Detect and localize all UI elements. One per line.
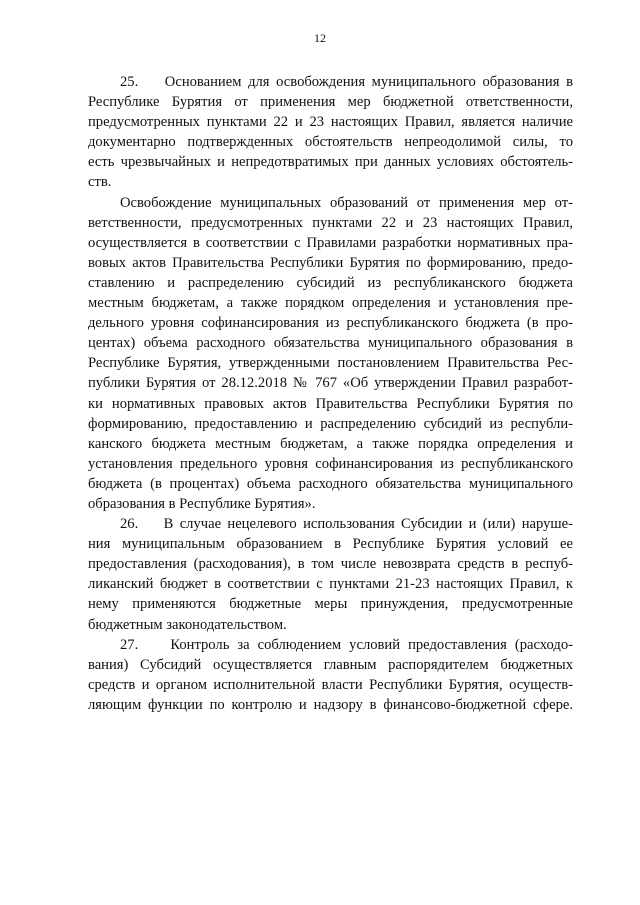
page-number: 12: [314, 31, 326, 45]
paragraph-26: [88, 514, 573, 635]
text-line: местным бюджетам, а также порядком определения и установления пре-: [88, 295, 573, 312]
text-line: 26. В случае нецелевого использования Субсидии и (или) наруше-: [120, 516, 573, 533]
text-line: осуществляется в соответствии с Правилами разработки нормативных пра-: [88, 234, 573, 251]
text-line: предоставления (расходования), в том числе невозврата средств в респуб-: [88, 556, 573, 573]
text-line: Освобождение муниципальных образований от применения мер от-: [120, 194, 573, 211]
text-line: образования в Республике Бурятия».: [88, 495, 316, 512]
text-line: 25. Основанием для освобождения муниципального образования в: [120, 74, 573, 90]
text-line: установления предельного уровня софинансирования из республиканского: [88, 455, 573, 472]
text-line: бюджета (в процентах) объема расходного обязательства муниципального: [88, 475, 573, 492]
text-line: вовых актов Правительства Республики Бурятия по формированию, предо-: [88, 254, 573, 271]
text-line: ния муниципальным образованием в Республике Бурятия условий ее: [88, 536, 573, 553]
text-line: формированию, предоставлению и распределению субсидий из республи-: [88, 415, 573, 432]
text-line: ликанский бюджет в соответствии с пунктами 21-23 настоящих Правил, к: [88, 576, 573, 593]
text-line: ставлению и распределению субсидий из республиканского бюджета: [88, 274, 573, 291]
text-line: ветственности, предусмотренных пунктами 22 и 23 настоящих Правил,: [88, 214, 573, 231]
paragraph-25: [88, 72, 573, 193]
text-line: канского бюджета местным бюджетам, а также порядка определения и: [88, 435, 573, 452]
text-line: центах) объема расходного обязательства муниципального образования в: [88, 335, 573, 352]
text-line: 27. Контроль за соблюдением условий предоставления (расходо-: [120, 636, 573, 653]
text-line: предусмотренных пунктами 22 и 23 настоящих Правил, является наличие: [88, 114, 573, 131]
text-line: документарно подтвержденных обстоятельств непреодолимой силы, то: [88, 134, 573, 151]
text-line: публики Бурятия от 28.12.2018 № 767 «Об утверждении Правил разработ-: [88, 375, 573, 392]
text-line: вания) Субсидий осуществляется главным распорядителем бюджетных: [88, 656, 573, 673]
text-line: средств и органом исполнительной власти Республики Бурятия, осуществ-: [88, 676, 573, 693]
text-line: ки нормативных правовых актов Правительства Республики Бурятия по: [88, 395, 573, 412]
text-line: нему применяются бюджетные меры принуждения, предусмотренные: [88, 596, 573, 613]
text-line: Республике Бурятия, утвержденными постановлением Правительства Рес-: [88, 355, 573, 372]
text-line: ляющим функции по контролю и надзору в финансово-бюджетной сфере.: [88, 696, 573, 713]
document-body: [88, 72, 573, 715]
paragraph-exemption: [88, 193, 573, 515]
text-line: Республике Бурятия от применения мер бюджетной ответственности,: [88, 94, 573, 111]
text-line: есть чрезвычайных и непредотвратимых при данных условиях обстоятель-: [88, 154, 573, 171]
paragraph-27: [88, 635, 573, 715]
text-line: дельного уровня софинансирования из республиканского бюджета (в про-: [88, 315, 573, 332]
text-line: бюджетным законодательством.: [88, 616, 287, 633]
text-line: ств.: [88, 174, 112, 191]
